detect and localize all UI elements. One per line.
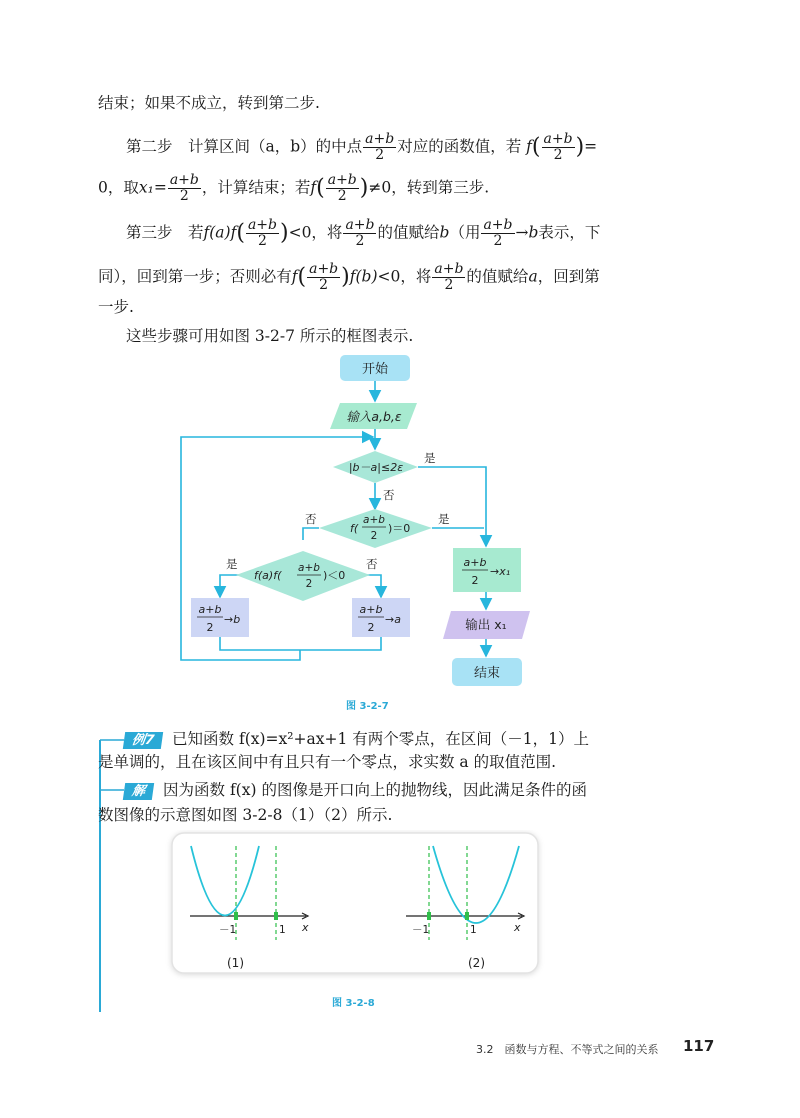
example-tag: 例7 xyxy=(123,732,163,749)
text-line-6: 一步. xyxy=(98,298,134,316)
graph2-label: (2) xyxy=(468,956,485,970)
text-seg: <0，将 xyxy=(377,267,432,286)
text-seg: x₁= xyxy=(138,178,167,197)
figure-caption-327: 图 3-2-7 xyxy=(346,701,389,712)
yes-label-2: 是 xyxy=(438,512,450,526)
cond2-den: 2 xyxy=(370,530,378,542)
assign-b-num: a+b xyxy=(198,603,222,616)
text-seg: 0，取 xyxy=(98,178,139,197)
fraction: $\frac{a+b}{2}$ xyxy=(247,217,277,249)
cond3-pre: f(a)f( xyxy=(254,569,282,582)
text-line-4: 第三步 若f(a)f( $\frac{a+b}{2}$ )<0，将 $\frac{a+b}{2}$ 的值赋给b（用 $\frac{a+b}{2}$ →b表示，下 xyxy=(126,217,601,249)
cond2-num: a+b xyxy=(363,514,385,526)
text-line-1: 结束；如果不成立，转到第二步. xyxy=(98,94,320,112)
text-seg: 表示，下 xyxy=(538,223,601,242)
text-seg: f(a) xyxy=(203,223,231,242)
assign-a-num: a+b xyxy=(359,603,383,616)
text-line-2: 第二步 计算区间（a，b）的中点 $\frac{a+b}{2}$ 对应的函数值，若 f( $\frac{a+b}{2}$ )= xyxy=(126,131,598,163)
fraction: $\frac{a+b}{2}$ xyxy=(365,131,395,163)
text-seg: f xyxy=(230,223,237,242)
text-seg: →b xyxy=(515,223,539,242)
fraction: $\frac{a+b}{2}$ xyxy=(483,217,513,249)
cond3-num: a+b xyxy=(298,562,320,574)
solution-line-1 xyxy=(124,780,587,800)
solution-tag: 解 xyxy=(123,783,154,800)
no-label-2: 否 xyxy=(305,512,317,526)
assign-x1-label: →x₁ xyxy=(490,565,511,578)
text-seg: 第二步 计算区间（a，b）的中点 xyxy=(126,137,363,156)
text-seg: 同），回到第一步；否则必有 xyxy=(98,267,292,286)
fraction: $\frac{a+b}{2}$ xyxy=(169,172,199,204)
cond3-post: )＜0 xyxy=(323,569,346,582)
example-line-2: 是单调的，且在该区间中有且只有一个零点，求实数 a 的取值范围. xyxy=(98,753,557,771)
text-seg: 已知函数 f(x)=x²+ax+1 有两个零点，在区间（－1，1）上 xyxy=(172,730,589,748)
fraction: $\frac{a+b}{2}$ xyxy=(434,261,464,293)
assign-x1-den: 2 xyxy=(471,574,479,587)
text-seg: f(b) xyxy=(349,267,378,286)
assign-x1-num: a+b xyxy=(463,556,487,569)
text-line-5: 同），回到第一步；否则必有f( $\frac{a+b}{2}$ )f(b)<0，将 $\frac{a+b}{2}$ 的值赋给a，回到第 xyxy=(98,261,600,293)
text-seg: 的值赋给 xyxy=(377,223,440,242)
text-seg: b xyxy=(439,223,450,242)
figure-caption-328: 图 3-2-8 xyxy=(332,998,375,1009)
no-label-1: 否 xyxy=(383,488,395,502)
text-seg: ≠0，转到第三步. xyxy=(368,178,490,197)
cond3-den: 2 xyxy=(305,578,313,590)
text-seg: f xyxy=(310,178,317,197)
text-seg: f xyxy=(526,137,532,156)
yes-label-1: 是 xyxy=(424,451,436,465)
graph2-axis-x: x xyxy=(514,921,521,934)
no-label-3: 否 xyxy=(366,557,378,571)
assign-a-den: 2 xyxy=(367,621,375,634)
graph1-tick-neg: －1 xyxy=(219,924,237,936)
cond2-pre: f( xyxy=(350,522,359,535)
cond1-label: |b－a|≤2ε xyxy=(348,461,404,474)
text-seg: <0，将 xyxy=(288,223,343,242)
start-label: 开始 xyxy=(361,362,389,377)
graph1-tick-pos: 1 xyxy=(279,924,286,936)
text-line-7: 这些步骤可用如图 3-2-7 所示的框图表示. xyxy=(126,327,414,345)
text-seg: 的值赋给 xyxy=(466,267,529,286)
assign-b-den: 2 xyxy=(206,621,214,634)
solution-line-2: 数图像的示意图如图 3-2-8（1）（2）所示. xyxy=(98,806,393,824)
text-seg: ，回到第 xyxy=(537,267,600,286)
graph1-label: (1) xyxy=(227,956,244,970)
end-label: 结束 xyxy=(473,666,501,681)
fraction: $\frac{a+b}{2}$ xyxy=(543,131,573,163)
text-seg: ，计算结束；若 xyxy=(201,178,311,197)
example-line-1 xyxy=(124,729,589,749)
input-label: 输入a,b,ε xyxy=(346,409,402,424)
text-seg: 对应的函数值，若 xyxy=(397,137,522,156)
footer-section: 3.2 函数与方程、不等式之间的关系 xyxy=(476,1043,659,1056)
text-seg: （用 xyxy=(449,223,481,242)
text-seg: a xyxy=(528,267,538,286)
text-seg: 第三步 若 xyxy=(126,223,204,242)
assign-a-label: →a xyxy=(385,613,401,626)
yes-label-3: 是 xyxy=(226,557,238,571)
fraction: $\frac{a+b}{2}$ xyxy=(345,217,375,249)
graph1-axis-x: x xyxy=(302,921,309,934)
text-seg: = xyxy=(584,137,598,156)
assign-b-label: →b xyxy=(224,613,241,626)
text-seg: f xyxy=(291,267,298,286)
cond2-post: )＝0 xyxy=(388,522,411,535)
graph2-tick-pos: 1 xyxy=(470,924,477,936)
page-number: 117 xyxy=(683,1037,715,1055)
text-seg: 因为函数 f(x) 的图像是开口向上的抛物线，因此满足条件的函 xyxy=(163,781,587,799)
output-label: 输出 x₁ xyxy=(465,617,507,632)
fraction: $\frac{a+b}{2}$ xyxy=(327,172,357,204)
graphs-figure xyxy=(0,830,800,980)
graph2-tick-neg: －1 xyxy=(412,924,430,936)
fraction: $\frac{a+b}{2}$ xyxy=(309,261,339,293)
text-line-3: 0，取x₁= $\frac{a+b}{2}$ ，计算结束；若f( $\frac{a+b}{2}$ )≠0，转到第三步. xyxy=(98,172,490,204)
